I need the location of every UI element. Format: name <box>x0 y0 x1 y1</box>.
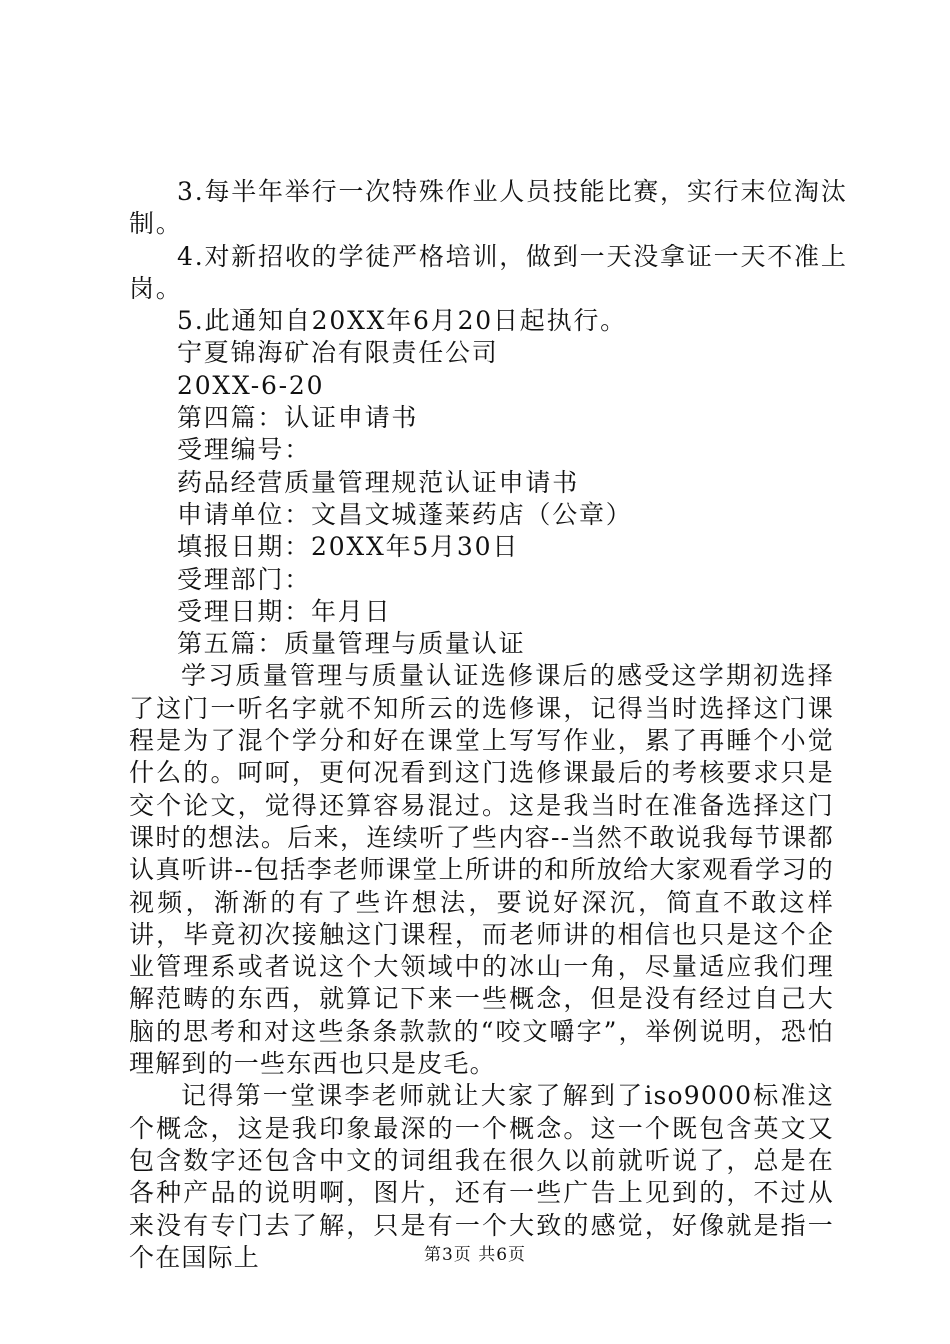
list-item-3-continued: 制。 <box>129 209 183 239</box>
body-paragraph: 学习质量管理与质量认证选修课后的感受这学期初选择了这门一听名字就不知所云的选修课，记得当时选择这门课程是为了混个学分和好在课堂上写写作业，累了再睡个小觉什么的。呵呵，更何况看到这门选修课最后的考核要求只是交个论文，觉得还算容易混过。这是我当时在准备选择这门课时的想法。后来，连续听了些内容--当然不敢说我每节课都认真听讲--包括李老师课堂上所讲的和所放给大家观看学习的视频，渐渐的有了些许想法，要说好深沉，简直不敢这样讲，毕竟初次接触这门课程，而老师讲的相信也只是这个企业管理系或者说这个大领域中的冰山一角，尽量适应我们理解范畴的东西，就算记下来一些概念，但是没有经过自己大脑的思考和对这些条条款款的“咬文嚼字”，举例说明，恐怕理解到的一些东西也只是皮毛。 <box>129 661 834 1079</box>
list-item-4-continued: 岗。 <box>129 273 183 303</box>
document-body <box>129 176 848 1274</box>
list-item-4: 4.对新招收的学徒严格培训，做到一天没拿证一天不准上 <box>177 241 848 271</box>
form-field-fill-date: 填报日期：20XX年5月30日 <box>177 532 520 562</box>
form-field-department: 受理部门： <box>177 564 312 594</box>
form-title: 药品经营质量管理规范认证申请书 <box>177 467 580 497</box>
list-item-5: 5.此通知自20XX年6月20日起执行。 <box>177 306 627 336</box>
form-field-acceptance-date: 受理日期：年月日 <box>177 596 392 626</box>
body-paragraph: 记得第一堂课李老师就让大家了解到了iso9000标准这个概念，这是我印象最深的一个概念。这一个既包含英文又包含数字还包含中文的词组我在很久以前就听说了，总是在各种产品的说明啊，图片，还有一些广告上见到的，不过从来没有专门去了解，只是有一个大致的感觉，好像就是指一个在国际上 <box>129 1081 834 1272</box>
form-field-applicant: 申请单位：文昌文城蓬莱药店（公章） <box>177 499 633 529</box>
company-signature: 宁夏锦海矿冶有限责任公司 <box>177 338 499 368</box>
page-footer: 第3页 共6页 <box>423 1245 527 1265</box>
section-heading-4: 第四篇：认证申请书 <box>177 403 419 433</box>
form-field-acceptance-number: 受理编号： <box>177 435 312 465</box>
signature-date: 20XX-6-20 <box>177 370 325 400</box>
section-heading-5: 第五篇：质量管理与质量认证 <box>177 629 526 659</box>
list-item-3: 3.每半年举行一次特殊作业人员技能比赛，实行末位淘汰 <box>177 177 848 206</box>
